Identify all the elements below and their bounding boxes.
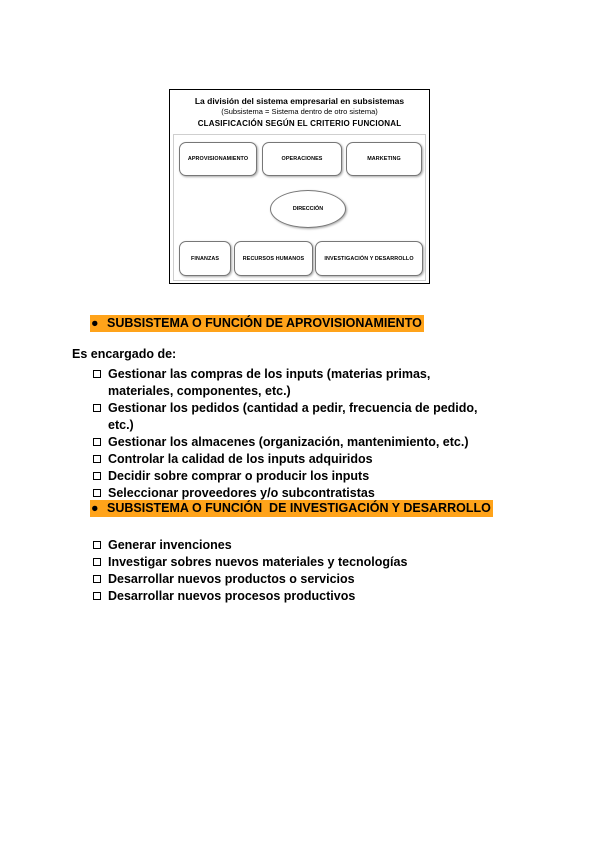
list-item	[92, 366, 488, 400]
checkbox-icon	[93, 575, 101, 583]
section-heading-aprovisionamiento	[90, 315, 424, 332]
list-item	[92, 571, 488, 588]
list-item-text: Gestionar las compras de los inputs (materias primas, materiales, componentes, etc.)	[108, 367, 431, 398]
box-finanzas: FINANZAS	[179, 241, 231, 276]
list-item-text: Gestionar los almacenes (organización, mantenimiento, etc.)	[108, 435, 469, 449]
checkbox-icon	[93, 455, 101, 463]
investigacion-list	[92, 537, 488, 605]
diagram-criterion: CLASIFICACIÓN SEGÚN EL CRITERIO FUNCIONAL	[197, 119, 402, 128]
list-item-text: Decidir sobre comprar o producir los inputs	[108, 469, 370, 483]
box-operaciones: OPERACIONES	[262, 142, 342, 176]
list-item-text: Investigar sobres nuevos materiales y tecnologías	[108, 555, 408, 569]
heading-text: SUBSISTEMA O FUNCIÓN DE APROVISIONAMIENTO	[107, 316, 422, 330]
checkbox-icon	[93, 558, 101, 566]
ellipse-direccion: DIRECCIÓN	[270, 190, 346, 228]
aprovisionamiento-list	[92, 366, 488, 502]
checkbox-icon	[93, 370, 101, 378]
bullet-icon: ●	[91, 501, 99, 515]
diagram-body	[173, 134, 426, 281]
list-item-text: Controlar la calidad de los inputs adquiridos	[108, 452, 373, 466]
box-marketing: MARKETING	[346, 142, 422, 176]
heading-text: SUBSISTEMA O FUNCIÓN DE INVESTIGACIÓN Y DESARROLLO	[107, 501, 491, 515]
box-investigacion-desarrollo: INVESTIGACIÓN Y DESARROLLO	[315, 241, 423, 276]
list-item	[92, 468, 488, 485]
list-item-text: Desarrollar nuevos procesos productivos	[108, 589, 356, 603]
box-aprovisionamiento: APROVISIONAMIENTO	[179, 142, 257, 176]
list-item	[92, 434, 488, 451]
list-item	[92, 537, 488, 554]
checkbox-icon	[93, 472, 101, 480]
subsystems-diagram	[169, 89, 430, 284]
intro-text: Es encargado de:	[72, 347, 177, 361]
list-item	[92, 554, 488, 571]
checkbox-icon	[93, 541, 101, 549]
diagram-title: La división del sistema empresarial en subsistemas	[194, 96, 405, 106]
checkbox-icon	[93, 489, 101, 497]
checkbox-icon	[93, 592, 101, 600]
list-item-text: Gestionar los pedidos (cantidad a pedir, frecuencia de pedido, etc.)	[108, 401, 478, 432]
bullet-icon: ●	[91, 316, 99, 330]
list-item-text: Generar invenciones	[108, 538, 232, 552]
list-item	[92, 588, 488, 605]
section-heading-investigacion	[90, 500, 493, 517]
list-item-text: Desarrollar nuevos productos o servicios	[108, 572, 355, 586]
checkbox-icon	[93, 438, 101, 446]
checkbox-icon	[93, 404, 101, 412]
box-recursos-humanos: RECURSOS HUMANOS	[234, 241, 313, 276]
list-item-text: Seleccionar proveedores y/o subcontratistas	[108, 486, 375, 500]
list-item	[92, 451, 488, 468]
diagram-subtitle: (Subsistema = Sistema dentro de otro sistema)	[221, 107, 378, 116]
list-item	[92, 400, 488, 434]
